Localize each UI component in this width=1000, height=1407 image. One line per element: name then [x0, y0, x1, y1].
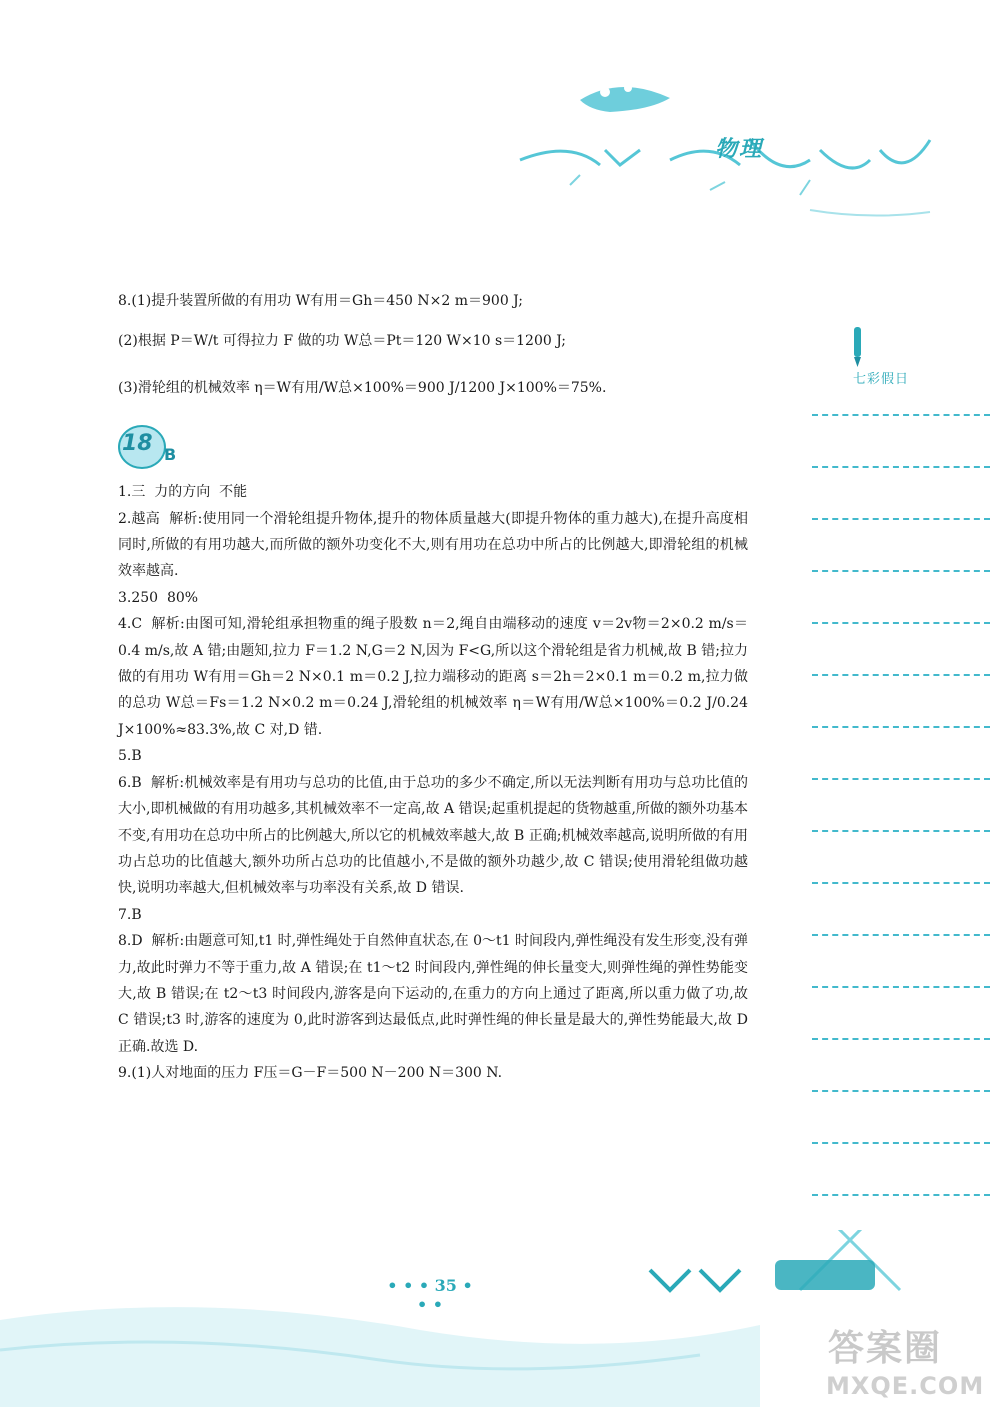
note-line	[812, 934, 990, 936]
answer-7: 7.B	[118, 906, 142, 923]
note-line	[812, 1194, 990, 1196]
pen-icon	[846, 325, 870, 369]
note-line	[812, 518, 990, 520]
answer-2: 2.越高 解析:使用同一个滑轮组提升物体,提升的物体质量越大(即提升物体的重力越大),在提升高度相同时,所做的有用功越大,而所做的额外功变化不大,则有用功在总功中所占的比例越大,即滑轮组的机械效率越高.	[118, 510, 748, 580]
note-line	[812, 830, 990, 832]
note-line	[812, 570, 990, 572]
watermark-text: 答案圈	[828, 1328, 943, 1369]
answer-8-part3: (3)滑轮组的机械效率 η＝W有用/W总×100%＝900 J/1200 J×100%＝75%.	[118, 379, 607, 396]
note-line	[812, 1038, 990, 1040]
answer-4: 4.C 解析:由图可知,滑轮组承担物重的绳子股数 n＝2,绳自由端移动的速度 v＝2v物＝2×0.2 m/s＝0.4 m/s,故 A 错;由题知,拉力 F＝1.2 N,G＝2 N,因为 F<G,所以这个滑轮组是省力机械,故 B 错;拉力做的有用功 W有用＝Gh＝2 N×0.1 m＝0.2 J,拉力端移动的距离 s＝2h＝2×0.1 m＝0.2 m,拉力做的总功 W总＝Fs＝1.2 N×0.2 m＝0.24 J,滑轮组的机械效率 η＝W有用/W总×100%＝0.2 J/0.24 J×100%≈83.3%,故 C 对,D 错.	[118, 616, 753, 738]
answer-content	[118, 288, 753, 1087]
note-line	[812, 986, 990, 988]
note-line	[812, 1142, 990, 1144]
watermark-url: MXQE.COM	[826, 1372, 985, 1400]
section-badge	[118, 423, 748, 473]
answer-1: 1.三 力的方向 不能	[118, 484, 248, 501]
sidebar-label: 七彩假日	[853, 372, 910, 387]
answer-6: 6.B 解析:机械效率是有用功与总功的比值,由于总功的多少不确定,所以无法判断有用功与总功比值的大小,即机械做的有用功越多,其机械效率不一定高,故 A 错误;起重机提起的货物越重,所做的额外功基本不变,有用功在总功中所占的比例越大,所以它的机械效率越大,故 B 正确;机械效率越高,说明所做的有用功占总功的比值越大,额外功所占总功的比值越小,不是做的额外功越少,故 C 错误;使用滑轮组做功越快,说明功率越大,但机械效率与功率没有关系,故 D 错误.	[118, 774, 748, 897]
note-line	[812, 466, 990, 468]
answer-8: 8.D 解析:由题意可知,t1 时,弹性绳处于自然伸直状态,在 0～t1 时间段内,弹性绳没有发生形变,没有弹力,故此时弹力不等于重力,故 A 错误;在 t1～t2 时间段内,弹性绳的伸长量变大,则弹性绳的弹性势能变大,故 B 错误;在 t2～t3 时间段内,游客是向下运动的,在重力的方向上通过了距离,所以重力做了功,故 C 错误;t3 时,游客的速度为 0,此时游客到达最低点,此时弹性绳的伸长量是最大的,弹性势能最大,故 D 正确.故选 D.	[118, 933, 753, 1055]
note-line	[812, 1090, 990, 1092]
note-line	[812, 726, 990, 728]
badge-number: 18	[122, 431, 153, 457]
note-line	[812, 882, 990, 884]
note-line	[812, 778, 990, 780]
answer-5: 5.B	[118, 748, 142, 765]
page-number: • • • 35 • • •	[387, 1276, 473, 1314]
subject-title: 物理	[715, 137, 764, 162]
badge-letter: B	[164, 445, 177, 465]
note-line	[812, 674, 990, 676]
note-line	[812, 414, 990, 416]
answer-9: 9.(1)人对地面的压力 F压＝G－F＝500 N－200 N＝300 N.	[118, 1065, 503, 1082]
answer-8-part1: 8.(1)提升装置所做的有用功 W有用＝Gh＝450 N×2 m＝900 J;	[118, 293, 523, 309]
note-line	[812, 622, 990, 624]
answer-3: 3.250 80%	[118, 589, 199, 606]
answer-8-part2: (2)根据 P＝W/t 可得拉力 F 做的功 W总＝Pt＝120 W×10 s＝1200 J;	[118, 333, 566, 350]
